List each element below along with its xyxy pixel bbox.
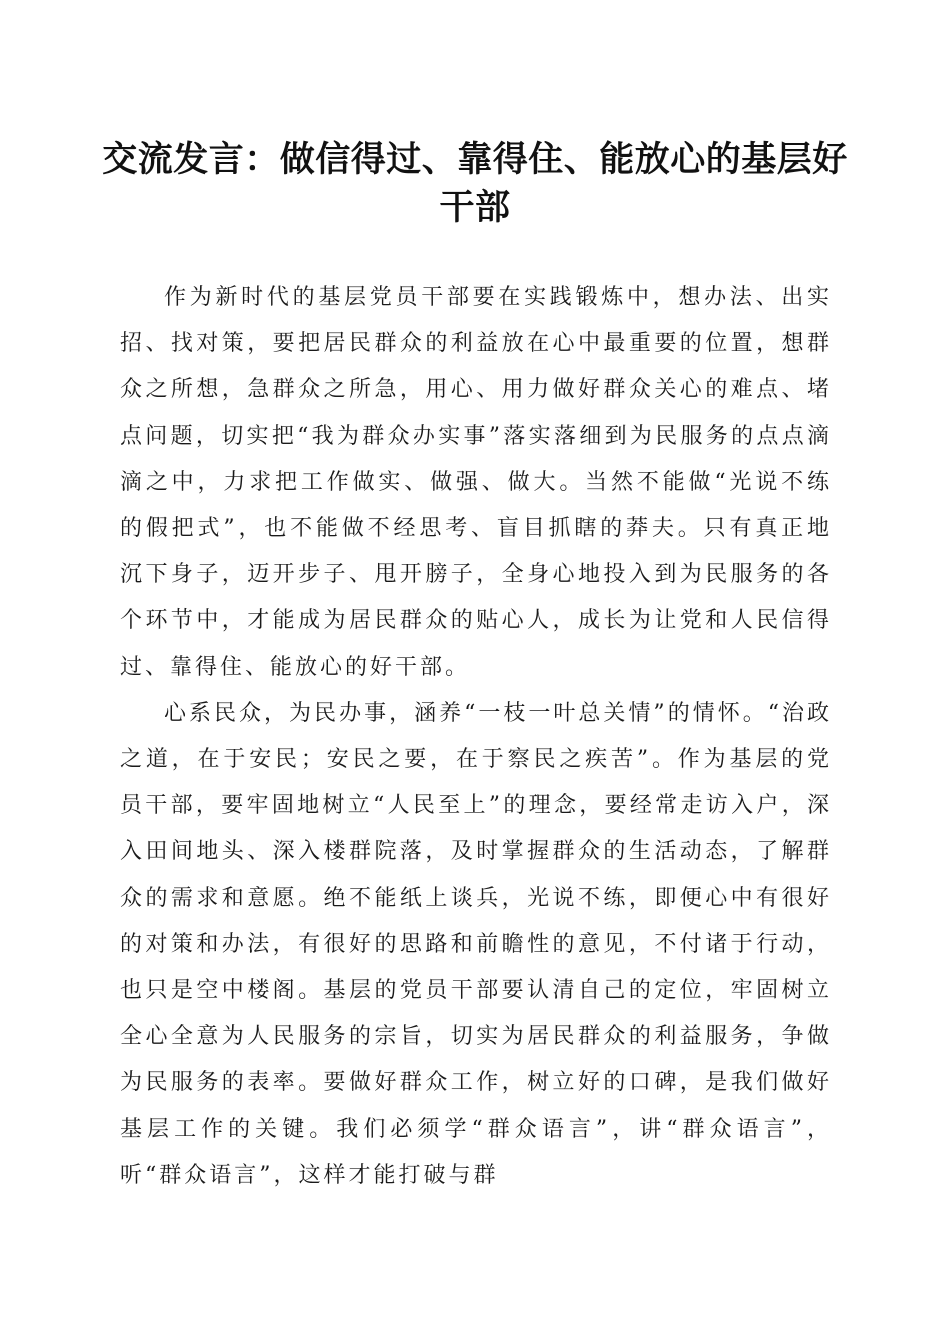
- document-body: [120, 275, 832, 1199]
- paragraph-1: 作为新时代的基层党员干部要在实践锻炼中，想办法、出实招、找对策，要把居民群众的利益放在心中最重要的位置，想群众之所想，急群众之所急，用心、用力做好群众关心的难点、堵点问题，切实把“我为群众办实事”落实落细到为民服务的点点滴滴之中，力求把工作做实、做强、做大。当然不能做“光说不练的假把式”，也不能做不经思考、盲目抓瞎的莽夫。只有真正地沉下身子，迈开步子、甩开膀子，全身心地投入到为民服务的各个环节中，才能成为居民群众的贴心人，成长为让党和人民信得过、靠得住、能放心的好干部。: [120, 285, 832, 680]
- document-title: 交流发言：做信得过、靠得住、能放心的基层好干部: [102, 139, 848, 228]
- paragraph-2: 心系民众，为民办事，涵养“一枝一叶总关情”的情怀。“治政之道，在于安民；安民之要，在于察民之疾苦”。作为基层的党员干部，要牢固地树立“人民至上”的理念，要经常走访入户，深入田间地头、深入楼群院落，及时掌握群众的生活动态，了解群众的需求和意愿。绝不能纸上谈兵，光说不练，即便心中有很好的对策和办法，有很好的思路和前瞻性的意见，不付诸于行动，也只是空中楼阁。基层的党员干部要认清自己的定位，牢固树立全心全意为人民服务的宗旨，切实为居民群众的利益服务，争做为民服务的表率。要做好群众工作，树立好的口碑，是我们做好基层工作的关键。我们必须学“群众语言”，讲“群众语言”，听“群众语言”，这样才能打破与群: [120, 700, 832, 1188]
